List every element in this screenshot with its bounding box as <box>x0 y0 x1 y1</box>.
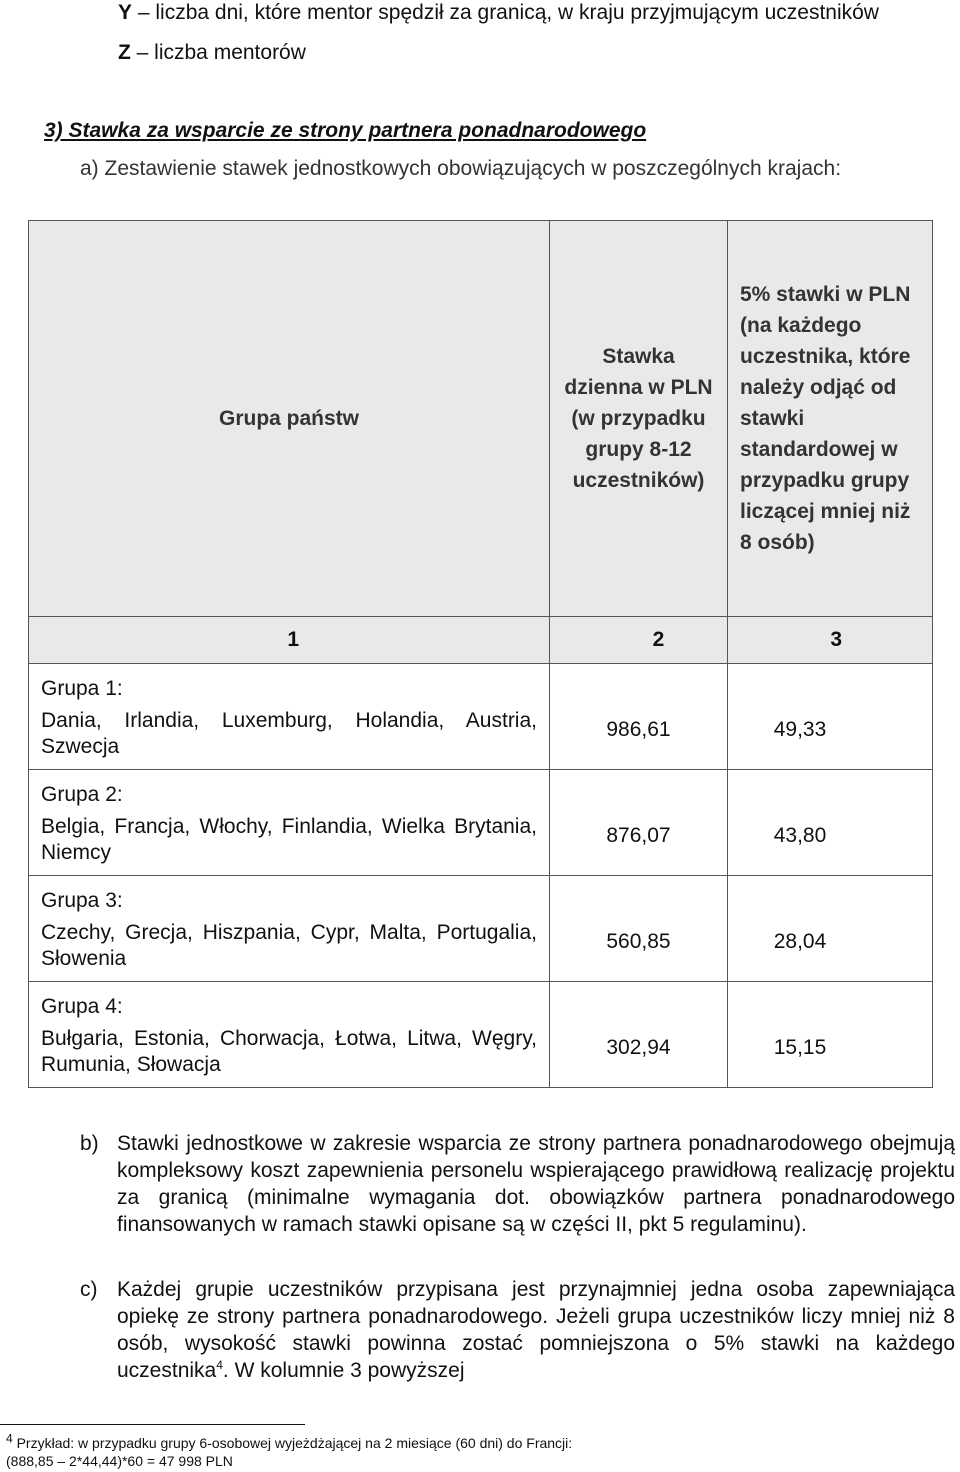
daily-rate-value: 876,07 <box>550 770 728 876</box>
group-cell <box>29 876 550 982</box>
group-name: Grupa 4: <box>41 994 123 1018</box>
section-heading: 3) Stawka za wsparcie ze strony partnera ponadnarodowego <box>44 119 647 142</box>
group-countries: Czechy, Grecja, Hiszpania, Cypr, Malta, Portugalia, Słowenia <box>41 920 537 970</box>
column-number-2: 2 <box>550 617 728 664</box>
group-cell <box>29 982 550 1088</box>
footnote-reference[interactable]: 4 <box>216 1358 223 1372</box>
column-number-3: 3 <box>728 617 933 664</box>
group-countries: Bułgaria, Estonia, Chorwacja, Łotwa, Litwa, Węgry, Rumunia, Słowacja <box>41 1026 537 1076</box>
header-daily-rate: Stawka dzienna w PLN (w przypadku grupy 8-12 uczestników) <box>550 221 728 617</box>
group-cell <box>29 770 550 876</box>
five-percent-value: 43,80 <box>728 770 933 876</box>
paragraph-b-label: b) <box>80 1132 99 1155</box>
paragraph-b <box>80 1130 955 1238</box>
paragraph-c-text-continued: . W kolumnie 3 powyższej <box>222 1359 465 1382</box>
paragraph-c <box>80 1276 955 1384</box>
column-number-row <box>29 617 933 664</box>
table-row <box>29 982 933 1088</box>
daily-rate-value: 986,61 <box>550 664 728 770</box>
paragraph-c-label: c) <box>80 1278 98 1301</box>
footnote-divider <box>0 1424 305 1425</box>
group-name: Grupa 2: <box>41 782 123 806</box>
column-number-1: 1 <box>29 617 550 664</box>
y-definition-line <box>118 0 879 26</box>
group-name: Grupa 3: <box>41 888 123 912</box>
footnote-number: 4 <box>6 1431 13 1446</box>
paragraph-b-text: Stawki jednostkowe w zakresie wsparcia ze strony partnera ponadnarodowego obejmują kompleksowy koszt zapewnienia personelu wspierającego prawidłową realizację projektu za granicą (minimalne wymagania dot. obowiązków partnera ponadnarodowego finansowanych w ramach stawki opisane są w części II, pkt 5 regulaminu). <box>117 1132 955 1236</box>
table-row <box>29 664 933 770</box>
y-letter: Y <box>118 1 133 24</box>
daily-rate-value: 302,94 <box>550 982 728 1088</box>
z-definition-line <box>118 40 306 66</box>
group-name: Grupa 1: <box>41 676 123 700</box>
section-subheading-a: a) Zestawienie stawek jednostkowych obowiązujących w poszczególnych krajach: <box>80 157 842 180</box>
z-letter: Z <box>118 41 131 64</box>
group-cell <box>29 664 550 770</box>
paragraph-c-text: Każdej grupie uczestników przypisana jest przynajmniej jedna osoba zapewniająca opiekę ze strony partnera ponadnarodowego. Jeżeli grupa uczestników liczy mniej niż 8 osób, wysokość stawki powinna zostać pomniejszona o 5% stawki na każdego uczestnika <box>117 1278 955 1382</box>
table-header-row <box>29 221 933 617</box>
five-percent-value: 15,15 <box>728 982 933 1088</box>
footnote-line-1 <box>6 1431 573 1452</box>
five-percent-value: 28,04 <box>728 876 933 982</box>
footnote-line-2: (888,85 – 2*44,44)*60 = 47 998 PLN <box>6 1453 233 1469</box>
group-countries: Belgia, Francja, Włochy, Finlandia, Wielka Brytania, Niemcy <box>41 814 537 864</box>
group-countries: Dania, Irlandia, Luxemburg, Holandia, Austria, Szwecja <box>41 708 537 758</box>
z-definition-text: – liczba mentorów <box>130 41 306 64</box>
table-row <box>29 876 933 982</box>
header-country-group: Grupa państw <box>29 221 550 617</box>
rates-table <box>28 220 933 1088</box>
table-row <box>29 770 933 876</box>
daily-rate-value: 560,85 <box>550 876 728 982</box>
header-five-percent: 5% stawki w PLN (na każdego uczestnika, które należy odjąć od stawki standardowej w przypadku grupy liczącej mniej niż 8 osób) <box>728 221 933 617</box>
y-definition-text: – liczba dni, które mentor spędził za granicą, w kraju przyjmującym uczestników <box>132 1 879 24</box>
five-percent-value: 49,33 <box>728 664 933 770</box>
footnote-text-1: Przykład: w przypadku grupy 6-osobowej wyjeżdżającej na 2 miesiące (60 dni) do Francji: <box>12 1435 573 1451</box>
